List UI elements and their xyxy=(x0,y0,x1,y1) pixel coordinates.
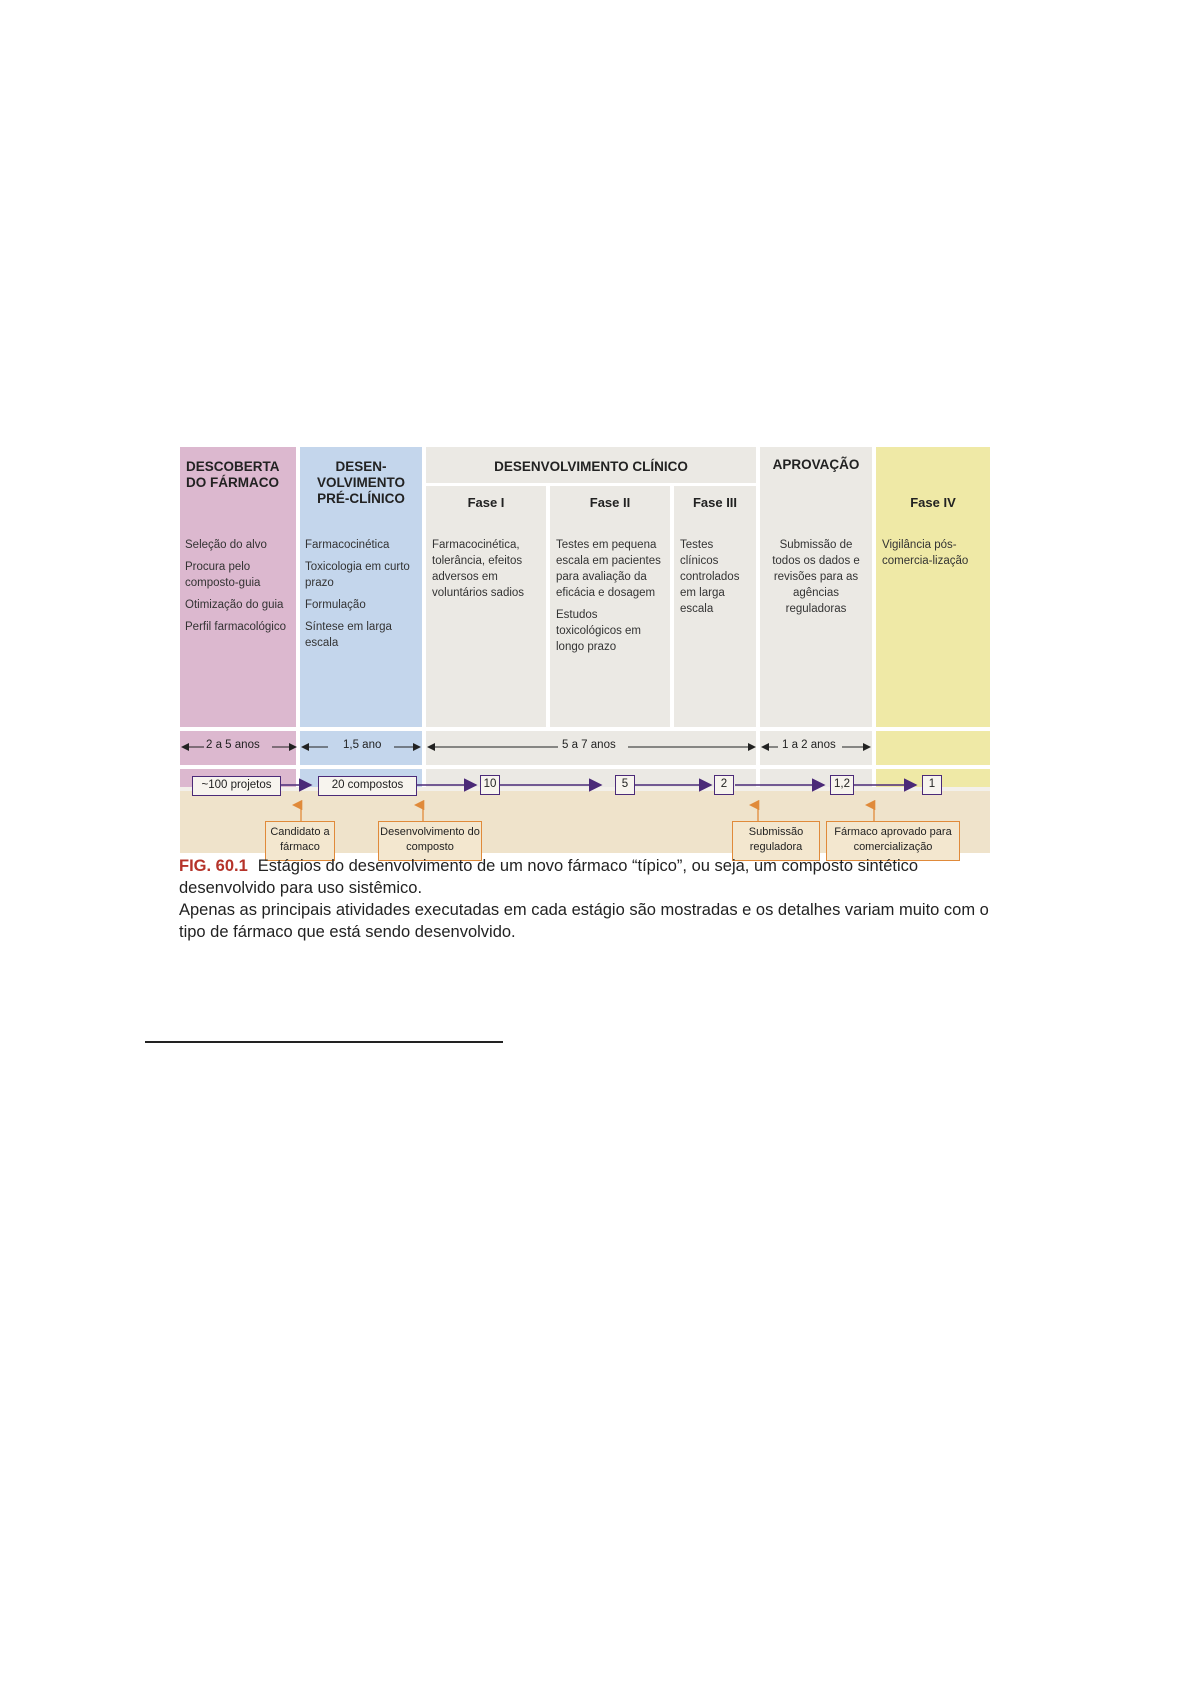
approval-title: APROVAÇÃO xyxy=(772,457,860,472)
activity-item: Farmacocinética, tolerância, efeitos adversos em voluntários sadios xyxy=(432,539,525,599)
activity-item: Perfil farmacológico xyxy=(185,621,286,633)
activity-item: Seleção do alvo xyxy=(185,539,267,551)
caption-text: Estágios do desenvolvimento de um novo fármaco “típico”, ou seja, um composto sintético desenvolvido para uso sistêmico. xyxy=(179,857,919,897)
approval-duration: 1 a 2 anos xyxy=(782,739,836,751)
milestone-arrows xyxy=(301,805,874,821)
preclinical-duration: 1,5 ano xyxy=(343,739,382,751)
activity-item: Farmacocinética xyxy=(305,539,390,551)
figure-caption xyxy=(179,855,999,943)
flow-box-approval: 1,2 xyxy=(830,775,854,795)
clinical-title: DESENVOLVIMENTO CLÍNICO xyxy=(494,459,688,474)
milestone-drug-candidate: Candidato a fármaco xyxy=(265,821,335,861)
flow-box-phase4: 1 xyxy=(922,775,942,795)
discovery-title: DESCOBERTA DO FÁRMACO xyxy=(186,459,280,490)
caption-note: Apenas as principais atividades executadas em cada estágio são mostradas e os detalhes variam muito com o tipo de fármaco que está sendo desenvolvido. xyxy=(179,901,989,941)
flow-box-phase3: 2 xyxy=(714,775,734,795)
activity-item: Toxicologia em curto prazo xyxy=(305,561,410,589)
activity-item: Submissão de todos os dados e revisões para as agências reguladoras xyxy=(772,539,860,615)
drug-development-diagram xyxy=(180,447,990,853)
activity-item: Estudos toxicológicos em longo prazo xyxy=(556,609,642,653)
activity-item: Formulação xyxy=(305,599,366,611)
activity-item: Otimização do guia xyxy=(185,599,284,611)
discovery-duration: 2 a 5 anos xyxy=(206,739,260,751)
milestone-compound-development: Desenvolvimento do composto xyxy=(378,821,482,861)
flow-box-phase2: 5 xyxy=(615,775,635,795)
phase-1-name: Fase I xyxy=(467,495,505,510)
phase-4-name: Fase IV xyxy=(910,495,956,510)
flow-box-projects: ~100 projetos xyxy=(192,776,281,796)
activity-item: Testes em pequena escala em pacientes para avaliação da eficácia e dosagem xyxy=(556,539,661,599)
activity-item: Síntese em larga escala xyxy=(305,621,392,649)
activity-item: Vigilância pós-comercia-lização xyxy=(882,539,969,567)
flow-box-compounds: 20 compostos xyxy=(318,776,417,796)
activity-item: Testes clínicos controlados em larga escala xyxy=(680,539,740,615)
flow-graphics xyxy=(180,447,990,853)
flow-box-phase1: 10 xyxy=(480,775,500,795)
milestone-regulatory-submission: Submissão reguladora xyxy=(732,821,820,861)
footnote-rule xyxy=(145,1041,503,1043)
milestone-approved-for-marketing: Fármaco aprovado para comercialização xyxy=(826,821,960,861)
preclinical-title: DESEN-VOLVIMENTO PRÉ-CLÍNICO xyxy=(316,459,405,506)
phase-2-name: Fase II xyxy=(589,495,631,510)
caption-label: FIG. 60.1 xyxy=(179,857,248,875)
clinical-duration: 5 a 7 anos xyxy=(562,739,616,751)
activity-item: Procura pelo composto-guia xyxy=(185,561,261,589)
phase-3-name: Fase III xyxy=(692,495,738,510)
